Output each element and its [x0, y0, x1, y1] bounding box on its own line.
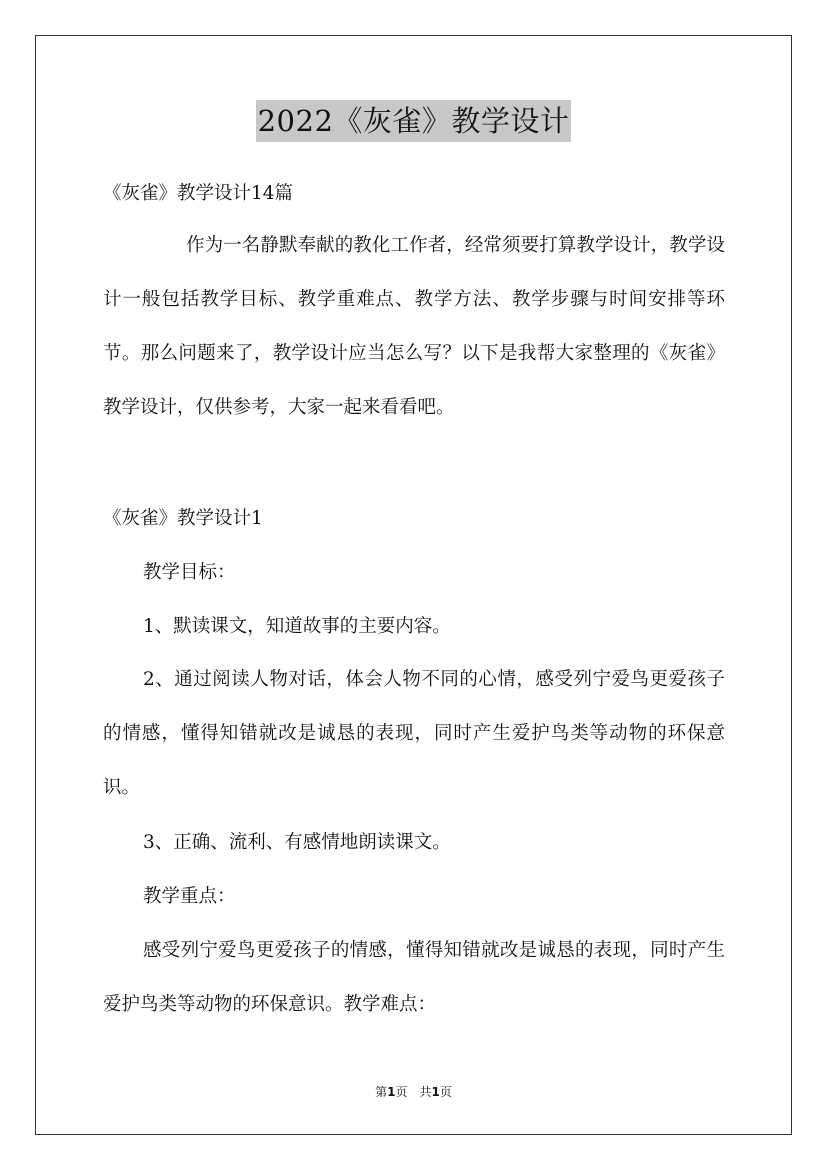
goal-item-2: 2、通过阅读人物对话，体会人物不同的心情，感受列宁爱鸟更爱孩子的情感，懂得知错就改是诚恳的表现，同时产生爱护鸟类等动物的环保意识。 — [103, 669, 725, 798]
title-container — [0, 100, 827, 142]
footer-page-mid: 页 共 — [395, 1085, 432, 1099]
goal-item-1: 1、默读课文，知道故事的主要内容。 — [143, 616, 451, 637]
goals-heading: 教学目标： — [143, 562, 236, 583]
footer-page-prefix: 第 — [375, 1085, 388, 1099]
document-title: 2022《灰雀》教学设计 — [256, 100, 572, 142]
footer-page-current: 1 — [387, 1085, 396, 1099]
page-footer — [0, 1083, 827, 1101]
key-paragraph: 感受列宁爱鸟更爱孩子的情感，懂得知错就改是诚恳的表现，同时产生爱护鸟类等动物的环保意识。教学难点： — [103, 940, 725, 1015]
goal-item-3: 3、正确、流利、有感情地朗读课文。 — [143, 832, 451, 853]
footer-page-suffix: 页 — [439, 1085, 452, 1099]
section-title: 《灰雀》教学设计1 — [103, 508, 263, 529]
intro-paragraph: 作为一名静默奉献的教化工作者，经常须要打算教学设计，教学设计一般包括教学目标、教学重难点、教学方法、教学步骤与时间安排等环节。那么问题来了，教学设计应当怎么写？以下是我帮大家整理的《灰雀》教学设计，仅供参考，大家一起来看看吧。 — [103, 235, 725, 418]
footer-page-total: 1 — [431, 1085, 440, 1099]
key-heading: 教学重点： — [143, 886, 236, 907]
document-subtitle: 《灰雀》教学设计14篇 — [103, 183, 294, 204]
